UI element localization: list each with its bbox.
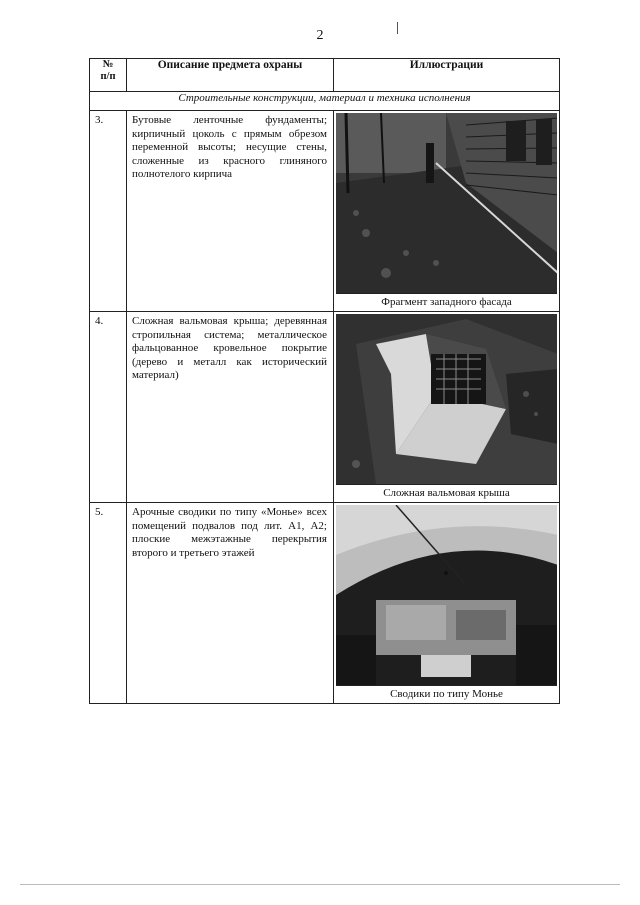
header-illustrations: Иллюстрации <box>334 59 560 92</box>
row-number: 4. <box>90 312 127 503</box>
photo-west-facade <box>336 113 557 293</box>
row-number: 3. <box>90 111 127 312</box>
section-title: Строительные конструкции, материал и техника исполнения <box>90 92 560 111</box>
row-description: Сложная вальмовая крыша; деревянная стропильная система; металлическое фальцованное кровельное покрытие (дерево и металл как исторический материал) <box>127 312 334 503</box>
table-row <box>90 503 560 704</box>
photo-caption: Сложная вальмовая крыша <box>336 484 557 500</box>
photo-caption: Сводики по типу Монье <box>336 685 557 701</box>
photo-caption: Фрагмент западного фасада <box>336 293 557 309</box>
row-description: Арочные сводики по типу «Монье» всех помещений подвалов под лит. А1, А2; плоские межэтажные перекрытия второго и третьего этажей <box>127 503 334 704</box>
page-number: 2 <box>316 28 324 43</box>
illustration-cell <box>334 312 560 503</box>
row-description: Бутовые ленточные фундаменты; кирпичный цоколь с прямым обрезом переменной высоты; несущие стены, сложенные из красного глиняного полнотелого кирпича <box>127 111 334 312</box>
photo-hip-roof <box>336 314 557 484</box>
scan-artifact <box>397 22 398 34</box>
illustration-cell <box>334 503 560 704</box>
photo-monier-vaults <box>336 505 557 685</box>
scan-artifact <box>20 884 620 885</box>
table-header-row <box>90 59 560 92</box>
header-num: № п/п <box>90 59 127 92</box>
header-description: Описание предмета охраны <box>127 59 334 92</box>
table-row <box>90 111 560 312</box>
protection-table <box>89 58 560 704</box>
table-row <box>90 312 560 503</box>
section-row <box>90 92 560 111</box>
illustration-cell <box>334 111 560 312</box>
row-number: 5. <box>90 503 127 704</box>
